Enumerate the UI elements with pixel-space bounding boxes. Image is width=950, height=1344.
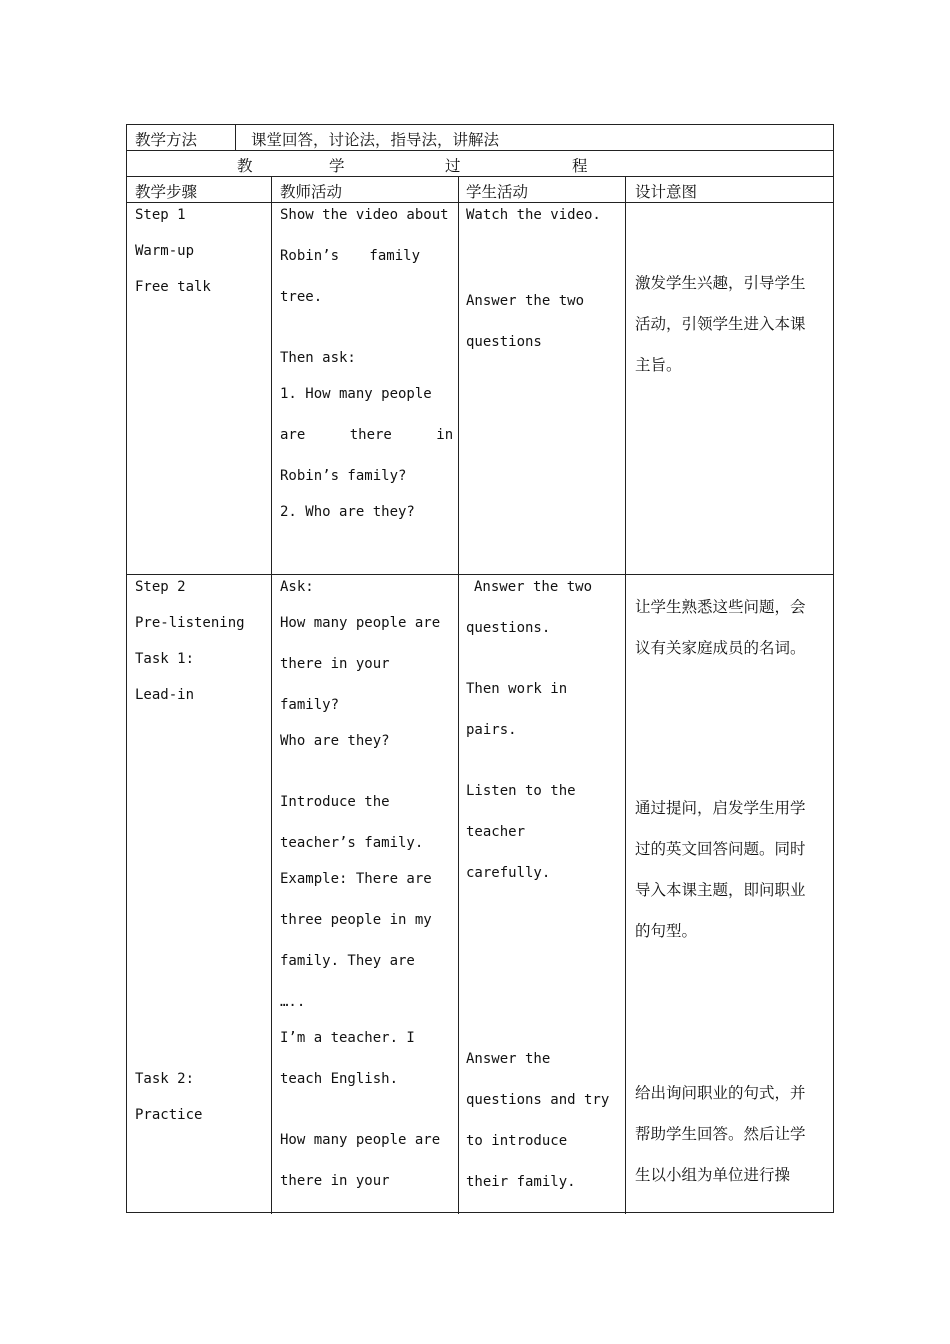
- step2-intent-line: 导入本课主题，即问职业: [635, 881, 806, 899]
- step2-teacher-line: Example: There are: [280, 871, 432, 887]
- step2-student-line: Listen to the: [466, 783, 576, 799]
- step1-teacher-line: 1. How many people: [280, 386, 432, 402]
- step1-teacher-line: Show the video about: [280, 207, 449, 223]
- step2-intent-c-cell: [635, 1081, 825, 1204]
- step2-task2-line: Task 2:: [135, 1071, 195, 1087]
- step2-student-line: Then work in: [466, 681, 568, 697]
- step2-teacher-line: there in your: [280, 1173, 390, 1189]
- step2-intent-line: 生以小组为单位进行操: [635, 1166, 791, 1184]
- step2-teacher-line: family. They are: [280, 953, 415, 969]
- step1-teacher-line: tree.: [280, 289, 323, 305]
- step2-step-line: Task 1:: [135, 651, 195, 667]
- process-char-3: 过: [445, 157, 461, 175]
- step2-step-line: Lead-in: [135, 687, 195, 703]
- step2-teacher-line: …..: [280, 994, 306, 1010]
- step2-intent-a-cell: [635, 595, 825, 677]
- step2-intent-line: 的句型。: [635, 922, 698, 940]
- step2-intent-line: 通过提问，启发学生用学: [635, 799, 806, 817]
- step1-student-line: Answer the two: [466, 293, 585, 309]
- step2-step-line: Step 2: [135, 579, 186, 595]
- step2-teacher-line: How many people are: [280, 615, 441, 631]
- step2-student-line: teacher: [466, 824, 526, 840]
- step1-teacher-line: Robin’s family: [280, 248, 421, 264]
- step1-student-cell: [466, 207, 616, 375]
- column-header-teacher: 教师活动: [280, 183, 343, 201]
- process-char-2: 学: [329, 157, 345, 175]
- column-divider-1: [271, 177, 272, 1214]
- step2-row: [127, 575, 833, 1214]
- column-header-steps: 教学步骤: [135, 183, 198, 201]
- step2-steps-cell: [135, 579, 265, 723]
- step2-intent-line: 让学生熟悉这些问题，会: [635, 598, 806, 616]
- step1-student-line: questions: [466, 334, 542, 350]
- step2-teacher-line: teach English.: [280, 1071, 399, 1087]
- step2-teacher-line: three people in my: [280, 912, 432, 928]
- column-header-row: [127, 177, 833, 203]
- step1-intent-cell: [635, 271, 825, 394]
- step1-intent-line: 主旨。: [635, 356, 682, 374]
- step2-step-line: Pre-listening: [135, 615, 245, 631]
- step2-teacher-line: family?: [280, 697, 340, 713]
- process-char-1: 教: [237, 157, 253, 175]
- method-label: 教学方法: [135, 131, 198, 149]
- step2-task2-cell: [135, 1071, 265, 1143]
- step2-student-line: Answer the: [466, 1051, 551, 1067]
- step1-step-line: Free talk: [135, 279, 211, 295]
- step2-teacher-line: teacher’s family.: [280, 835, 424, 851]
- step1-teacher-line: are there in: [280, 427, 454, 443]
- process-header-row: [127, 151, 833, 177]
- step1-teacher-line: Robin’s family?: [280, 468, 407, 484]
- step2-student-line: pairs.: [466, 722, 517, 738]
- step2-student-line: their family.: [466, 1174, 576, 1190]
- step1-intent-line: 活动，引领学生进入本课: [635, 315, 806, 333]
- column-header-student: 学生活动: [466, 183, 529, 201]
- step1-intent-line: 激发学生兴趣，引导学生: [635, 274, 806, 292]
- step2-student-line: questions and try: [466, 1092, 610, 1108]
- lesson-plan-table: [126, 124, 834, 1213]
- step2-teacher-line: there in your: [280, 656, 390, 672]
- step1-row: [127, 203, 833, 575]
- method-divider: [235, 125, 236, 151]
- step2-intent-line: 议有关家庭成员的名词。: [635, 639, 806, 657]
- process-char-4: 程: [572, 157, 588, 175]
- column-divider-2: [458, 177, 459, 1214]
- step2-student-cell: [466, 579, 616, 1210]
- step1-teacher-line: 2. Who are they?: [280, 504, 415, 520]
- step2-intent-line: 帮助学生回答。然后让学: [635, 1125, 806, 1143]
- step2-teacher-cell: [280, 579, 450, 1209]
- step2-student-line: carefully.: [466, 865, 551, 881]
- method-row: [127, 125, 833, 151]
- step2-intent-b-cell: [635, 796, 825, 960]
- step1-step-line: Warm-up: [135, 243, 195, 259]
- step1-teacher-cell: [280, 207, 454, 540]
- method-value: 课堂回答，讨论法，指导法，讲解法: [251, 131, 500, 149]
- step2-student-line: questions.: [466, 620, 551, 636]
- step2-task2-line: Practice: [135, 1107, 203, 1123]
- step1-teacher-line: Then ask:: [280, 350, 356, 366]
- step1-steps-cell: [135, 207, 265, 315]
- step2-teacher-line: How many people are: [280, 1132, 441, 1148]
- column-divider-3: [625, 177, 626, 1214]
- column-header-intent: 设计意图: [635, 183, 698, 201]
- step1-step-line: Step 1: [135, 207, 186, 223]
- step2-intent-line: 给出询问职业的句式，并: [635, 1084, 806, 1102]
- step2-intent-line: 过的英文回答问题。同时: [635, 840, 806, 858]
- step2-teacher-line: I’m a teacher. I: [280, 1030, 415, 1046]
- step2-teacher-line: Who are they?: [280, 733, 390, 749]
- step2-teacher-line: Introduce the: [280, 794, 390, 810]
- step2-student-line: Answer the two: [474, 579, 593, 595]
- step2-student-line: to introduce: [466, 1133, 568, 1149]
- step2-teacher-line: Ask:: [280, 579, 314, 595]
- step1-student-line: Watch the video.: [466, 207, 601, 223]
